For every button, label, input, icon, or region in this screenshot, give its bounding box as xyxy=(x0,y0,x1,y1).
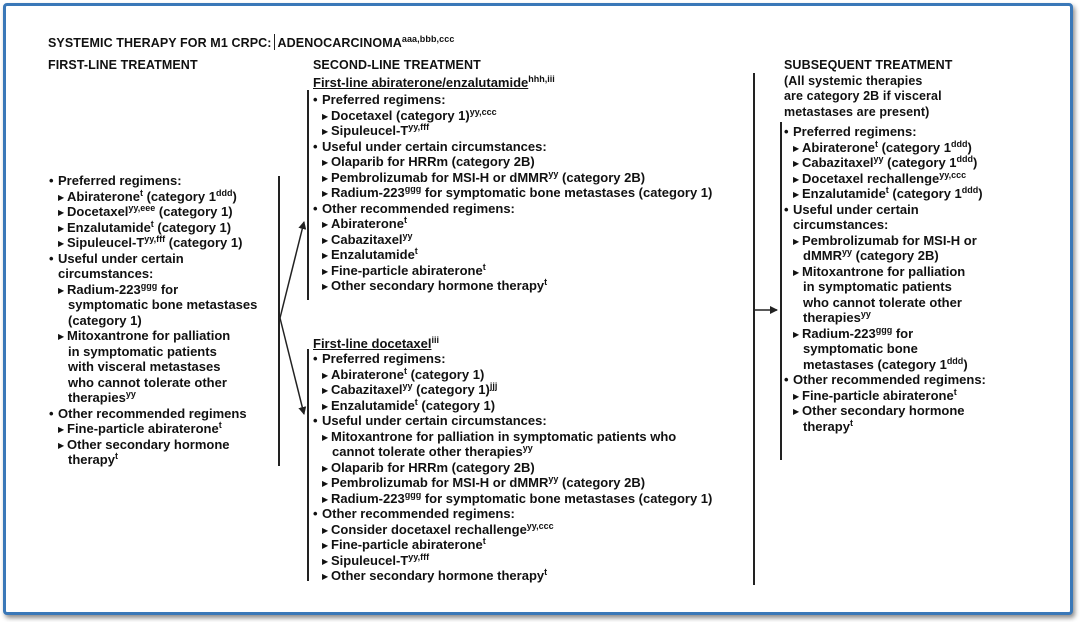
second-line-a-title-text: First-line abiraterone/enzalutamide xyxy=(313,75,529,90)
footnote-ref: t xyxy=(953,386,957,397)
footnote-ref: ddd xyxy=(956,154,974,164)
triangle-bullet-icon: ▶ xyxy=(322,235,329,245)
item-text: dMMR xyxy=(803,248,842,263)
item-text: therapy xyxy=(68,452,115,467)
footnote-ref: t xyxy=(482,536,486,546)
footnote-ref: t xyxy=(139,187,143,198)
bullet-icon: • xyxy=(313,506,318,521)
item-text: (category 1 xyxy=(883,155,957,170)
item-text: ) xyxy=(967,139,972,155)
bullet-icon: • xyxy=(313,92,318,107)
footnote-ref: t xyxy=(885,185,889,195)
item-text: therapies xyxy=(68,390,126,405)
item-text: Abiraterone xyxy=(331,216,404,231)
second-line-header: SECOND-LINE TREATMENT xyxy=(313,58,481,72)
triangle-bullet-icon: ▶ xyxy=(58,332,65,341)
second-line-b-title-text: First-line docetaxel xyxy=(313,336,432,351)
item-text: Other secondary hormone therapy xyxy=(331,278,545,293)
item-text: cannot tolerate other therapies xyxy=(332,444,523,459)
item-text: (category 1) xyxy=(417,397,496,413)
item-text: Enzalutamide xyxy=(331,397,415,413)
footnote-ref: t xyxy=(874,138,878,149)
item-text: Useful under certain circumstances: xyxy=(322,138,547,154)
triangle-bullet-icon: ▶ xyxy=(322,541,329,550)
footnote-ref: t xyxy=(150,218,154,229)
first-line-header: FIRST-LINE TREATMENT xyxy=(48,58,198,72)
item-text: circumstances: xyxy=(793,217,889,232)
arrow-to-second-line-b xyxy=(280,318,304,414)
item-text: ) xyxy=(232,188,237,204)
item-text: Docetaxel rechallenge xyxy=(802,170,940,186)
item-text: Other recommended regimens: xyxy=(322,506,515,521)
triangle-bullet-icon: ▶ xyxy=(322,479,329,488)
item-text: Olaparib for HRRm (category 2B) xyxy=(331,459,535,475)
item-text: for xyxy=(157,281,179,297)
footnote-ref: t xyxy=(414,246,418,256)
item-text: Fine-particle abiraterone xyxy=(802,387,954,403)
subsequent-header-line: (All systemic therapies xyxy=(784,73,923,88)
bullet-icon: • xyxy=(313,351,318,366)
bullet-icon: • xyxy=(784,201,789,217)
triangle-bullet-icon: ▶ xyxy=(58,223,65,233)
footnote-ref: t xyxy=(544,277,548,287)
triangle-bullet-icon: ▶ xyxy=(322,251,329,260)
item-text: Mitoxantrone for palliation xyxy=(802,263,966,279)
footnote-ref: ddd xyxy=(950,138,968,149)
item-text: circumstances: xyxy=(58,266,154,281)
item-text: Fine-particle abiraterone xyxy=(331,262,483,278)
item-text: Radium-223 xyxy=(331,185,405,200)
triangle-bullet-icon: ▶ xyxy=(793,267,800,277)
triangle-bullet-icon: ▶ xyxy=(793,391,800,401)
item-text: Pembrolizumab for MSI-H or dMMR xyxy=(331,475,549,490)
item-text: ) xyxy=(978,186,983,201)
footnote-ref: ddd xyxy=(215,187,233,198)
item-text: Olaparib for HRRm (category 2B) xyxy=(331,154,535,169)
item-text: Useful under certain xyxy=(793,201,919,217)
triangle-bullet-icon: ▶ xyxy=(793,407,800,416)
item-text: symptomatic bone xyxy=(803,341,918,356)
item-text: Abiraterone xyxy=(802,139,875,155)
footnote-ref: yy,fff xyxy=(144,234,166,244)
item-text: who cannot tolerate other xyxy=(68,374,227,390)
footnote-ref: t xyxy=(218,420,222,430)
item-text: Radium-223 xyxy=(331,490,405,506)
item-text: Other recommended regimens: xyxy=(322,200,515,216)
footnote-ref: yy xyxy=(548,168,559,179)
bullet-icon: • xyxy=(784,372,789,387)
item-text: Other secondary hormone xyxy=(802,403,965,418)
footnote-ref: yy,fff xyxy=(408,122,430,132)
item-text: (category 2B) xyxy=(558,169,646,185)
bullet-icon: • xyxy=(49,173,54,188)
triangle-bullet-icon: ▶ xyxy=(58,239,65,248)
item-text: Consider docetaxel rechallenge xyxy=(331,521,527,537)
footnote-ref: yy xyxy=(402,230,413,241)
item-text: Mitoxantrone for palliation in symptomatic patients who xyxy=(331,428,677,444)
triangle-bullet-icon: ▶ xyxy=(58,440,65,450)
item-text: ) xyxy=(963,356,968,372)
title-main: ADENOCARCINOMA xyxy=(277,36,402,50)
item-text: therapies xyxy=(803,310,861,325)
triangle-bullet-icon: ▶ xyxy=(793,190,800,199)
item-text: (category 1) xyxy=(165,235,243,250)
bullet-icon: • xyxy=(49,250,54,266)
item-text: ) xyxy=(973,155,978,170)
item-text: for xyxy=(892,325,914,341)
item-text: Other secondary hormone therapy xyxy=(331,568,545,583)
item-text: (category 1 xyxy=(142,188,216,204)
item-text: Pembrolizumab for MSI-H or dMMR xyxy=(331,169,549,185)
item-text: with visceral metastases xyxy=(68,359,221,374)
triangle-bullet-icon: ▶ xyxy=(793,329,800,339)
triangle-bullet-icon: ▶ xyxy=(322,111,329,121)
bullet-icon: • xyxy=(313,413,318,428)
item-text: Radium-223 xyxy=(802,325,876,341)
footnote-ref: ggg xyxy=(404,489,422,500)
triangle-bullet-icon: ▶ xyxy=(322,189,329,198)
item-text: therapy xyxy=(803,418,850,434)
triangle-bullet-icon: ▶ xyxy=(322,173,329,183)
item-text: Cabazitaxel xyxy=(802,155,874,170)
footnote-ref: ddd xyxy=(961,185,979,195)
triangle-bullet-icon: ▶ xyxy=(793,236,800,246)
item-text: (category 1) xyxy=(412,382,490,397)
item-text: Sipuleucel-T xyxy=(331,123,409,138)
footnote-ref: yy,eee xyxy=(128,203,156,213)
triangle-bullet-icon: ▶ xyxy=(322,158,329,167)
triangle-bullet-icon: ▶ xyxy=(58,208,65,217)
item-text: (category 1) xyxy=(155,204,233,219)
second-line-b-title-sup: iii xyxy=(431,335,439,345)
triangle-bullet-icon: ▶ xyxy=(58,425,65,434)
footnote-ref: jjj xyxy=(489,381,498,391)
footnote-ref: yy,ccc xyxy=(526,520,554,531)
triangle-bullet-icon: ▶ xyxy=(322,494,329,504)
item-text: Abiraterone xyxy=(67,188,140,204)
item-text: (category 2B) xyxy=(852,248,939,263)
item-text: Preferred regimens: xyxy=(322,92,446,107)
item-text: (category 1 xyxy=(888,186,962,201)
triangle-bullet-icon: ▶ xyxy=(793,159,800,168)
item-text: Enzalutamide xyxy=(802,186,886,201)
title-prefix: SYSTEMIC THERAPY FOR M1 CRPC: xyxy=(48,36,272,50)
triangle-bullet-icon: ▶ xyxy=(322,370,329,380)
item-text: Fine-particle abiraterone xyxy=(67,421,219,436)
item-text: metastases (category 1 xyxy=(803,356,947,372)
triangle-bullet-icon: ▶ xyxy=(322,463,329,473)
item-text: Other secondary hormone xyxy=(67,436,230,452)
item-text: Other recommended regimens: xyxy=(793,372,986,387)
bullet-icon: • xyxy=(313,138,318,154)
item-text: Docetaxel xyxy=(67,204,129,219)
triangle-bullet-icon: ▶ xyxy=(322,401,329,411)
item-text: Enzalutamide xyxy=(331,247,415,262)
item-text: Cabazitaxel xyxy=(331,231,403,247)
footnote-ref: t xyxy=(114,451,118,461)
bullet-icon: • xyxy=(313,200,318,216)
subsequent-header-line: SUBSEQUENT TREATMENT xyxy=(784,58,953,72)
footnote-ref: t xyxy=(403,365,407,376)
triangle-bullet-icon: ▶ xyxy=(322,220,329,229)
item-text: (category 2B) xyxy=(558,475,646,490)
triangle-bullet-icon: ▶ xyxy=(322,525,329,535)
item-text: symptomatic bone metastases xyxy=(68,297,258,312)
bullet-icon: • xyxy=(49,405,54,421)
footnote-ref: yy xyxy=(125,389,136,399)
item-text: Mitoxantrone for palliation xyxy=(67,328,231,343)
footnote-ref: ggg xyxy=(140,280,158,291)
triangle-bullet-icon: ▶ xyxy=(58,285,65,295)
arrow-to-second-line-a xyxy=(280,222,304,318)
item-text: Cabazitaxel xyxy=(331,382,403,397)
item-text: Preferred regimens: xyxy=(58,173,182,188)
item-text: Preferred regimens: xyxy=(322,351,446,366)
item-text: Docetaxel (category 1) xyxy=(331,107,470,123)
footnote-ref: t xyxy=(482,261,486,272)
footnote-ref: yy,fff xyxy=(408,551,430,562)
triangle-bullet-icon: ▶ xyxy=(322,432,329,442)
item-text: (category 1) xyxy=(153,219,232,235)
item-text: Pembrolizumab for MSI-H or xyxy=(802,232,977,248)
triangle-bullet-icon: ▶ xyxy=(322,556,329,566)
triangle-bullet-icon: ▶ xyxy=(793,143,800,153)
bullet-icon: • xyxy=(784,124,789,139)
item-text: for symptomatic bone metastases (category 1) xyxy=(421,490,713,506)
footnote-ref: t xyxy=(403,215,407,225)
item-text: Sipuleucel-T xyxy=(331,552,409,568)
item-text: Enzalutamide xyxy=(67,219,151,235)
item-text: (category 1) xyxy=(68,312,142,328)
triangle-bullet-icon: ▶ xyxy=(322,572,329,581)
triangle-bullet-icon: ▶ xyxy=(322,127,329,136)
title-sup: aaa,bbb,ccc xyxy=(401,34,455,44)
item-text: who cannot tolerate other xyxy=(803,294,962,310)
footnote-ref: yy xyxy=(522,443,533,453)
item-text: Fine-particle abiraterone xyxy=(331,537,483,552)
subsequent-header-line: are category 2B if visceral xyxy=(784,89,942,103)
footnote-ref: t xyxy=(414,396,418,407)
item-text: (category 1 xyxy=(877,139,951,155)
footnote-ref: t xyxy=(544,567,548,577)
triangle-bullet-icon: ▶ xyxy=(58,192,65,202)
footnote-ref: ddd xyxy=(946,355,964,366)
footnote-ref: yy,ccc xyxy=(939,169,967,180)
item-text: Abiraterone xyxy=(331,366,404,382)
item-text: Preferred regimens: xyxy=(793,124,917,139)
item-text: Useful under certain xyxy=(58,250,184,266)
triangle-bullet-icon: ▶ xyxy=(322,386,329,395)
item-text: Radium-223 xyxy=(67,281,141,297)
footnote-ref: ggg xyxy=(404,184,422,194)
item-text: for symptomatic bone metastases (category 1) xyxy=(421,185,713,200)
footnote-ref: yy xyxy=(842,247,853,257)
footnote-ref: yy,ccc xyxy=(469,106,497,117)
triangle-bullet-icon: ▶ xyxy=(322,266,329,276)
footnote-ref: ggg xyxy=(875,324,893,335)
footnote-ref: yy xyxy=(548,474,559,484)
item-text: Other recommended regimens xyxy=(58,405,247,421)
triangle-bullet-icon: ▶ xyxy=(793,174,800,184)
second-line-a-title-sup: hhh,iii xyxy=(528,74,555,84)
item-text: Useful under certain circumstances: xyxy=(322,413,547,428)
footnote-ref: yy xyxy=(860,309,871,319)
item-text: Sipuleucel-T xyxy=(67,235,145,250)
item-text: in symptomatic patients xyxy=(803,279,952,294)
item-text: in symptomatic patients xyxy=(68,343,217,359)
footnote-ref: yy xyxy=(873,154,884,164)
item-text: (category 1) xyxy=(406,366,485,382)
footnote-ref: yy xyxy=(402,381,413,391)
triangle-bullet-icon: ▶ xyxy=(322,282,329,291)
subsequent-header-line: metastases are present) xyxy=(784,104,930,119)
footnote-ref: t xyxy=(849,417,853,428)
